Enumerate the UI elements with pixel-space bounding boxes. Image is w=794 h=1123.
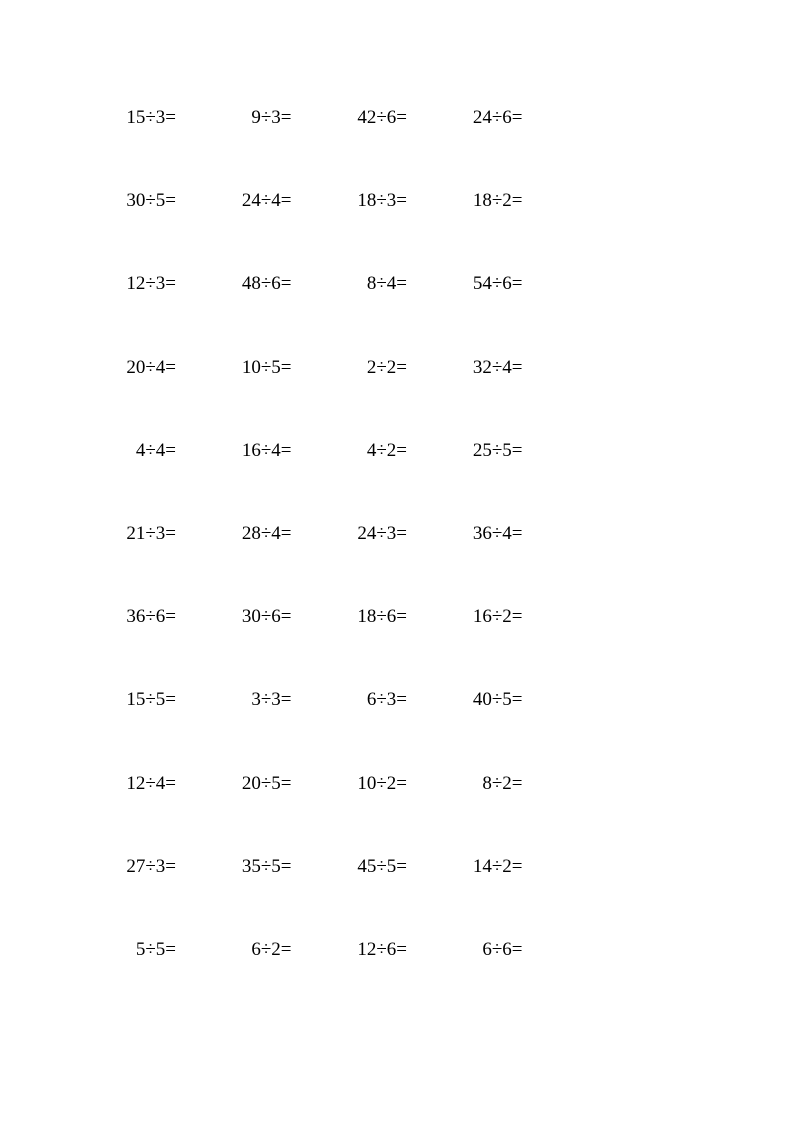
problem: 18÷3=	[357, 190, 407, 212]
problem: 16÷4=	[241, 439, 292, 461]
problem: 14÷2=	[472, 855, 523, 877]
problem: 20÷5=	[241, 772, 292, 794]
problem-row	[100, 599, 523, 682]
problem: 12÷3=	[126, 273, 176, 295]
problem: 18÷6=	[357, 606, 407, 628]
problem: 30÷5=	[126, 190, 176, 212]
problem: 28÷4=	[241, 522, 292, 544]
problem: 36÷6=	[126, 606, 176, 628]
problem: 2÷2=	[366, 356, 407, 378]
problem-row	[100, 516, 523, 599]
problem: 10÷5=	[241, 356, 292, 378]
problem: 15÷5=	[126, 689, 176, 711]
problem: 24÷6=	[472, 107, 523, 128]
problem: 5÷5=	[135, 938, 176, 960]
problem: 6÷2=	[251, 938, 292, 960]
problem: 8÷2=	[482, 772, 523, 794]
problem: 12÷6=	[357, 938, 407, 960]
problem-row	[100, 849, 523, 932]
problem-row	[100, 433, 523, 516]
problem: 12÷4=	[126, 772, 176, 794]
problem: 40÷5=	[472, 689, 523, 711]
problem: 9÷3=	[251, 107, 292, 128]
problem-row	[100, 350, 523, 433]
problem: 4÷4=	[135, 439, 176, 461]
problem: 15÷3=	[126, 107, 176, 128]
problem: 20÷4=	[126, 356, 176, 378]
problem: 48÷6=	[241, 273, 292, 295]
problem: 24÷3=	[357, 522, 407, 544]
problem: 25÷5=	[472, 439, 523, 461]
problem: 4÷2=	[366, 439, 407, 461]
problem: 6÷3=	[366, 689, 407, 711]
problem-row	[100, 266, 523, 349]
problem: 35÷5=	[241, 855, 292, 877]
division-problem-grid	[100, 100, 523, 1015]
problem: 27÷3=	[126, 855, 176, 877]
problem: 10÷2=	[357, 772, 407, 794]
problem: 24÷4=	[241, 190, 292, 212]
problem-row	[100, 932, 523, 1015]
problem: 18÷2=	[472, 190, 523, 212]
problem-row	[100, 100, 523, 183]
problem-row	[100, 183, 523, 266]
problem: 32÷4=	[472, 356, 523, 378]
problem: 42÷6=	[357, 107, 407, 128]
problem: 16÷2=	[472, 606, 523, 628]
problem: 8÷4=	[366, 273, 407, 295]
problem-row	[100, 682, 523, 765]
problem: 54÷6=	[472, 273, 523, 295]
problem: 21÷3=	[126, 522, 176, 544]
problem: 36÷4=	[472, 522, 523, 544]
problem: 6÷6=	[482, 938, 523, 960]
problem: 3÷3=	[251, 689, 292, 711]
problem: 30÷6=	[241, 606, 292, 628]
problem: 45÷5=	[357, 855, 407, 877]
problem-row	[100, 766, 523, 849]
